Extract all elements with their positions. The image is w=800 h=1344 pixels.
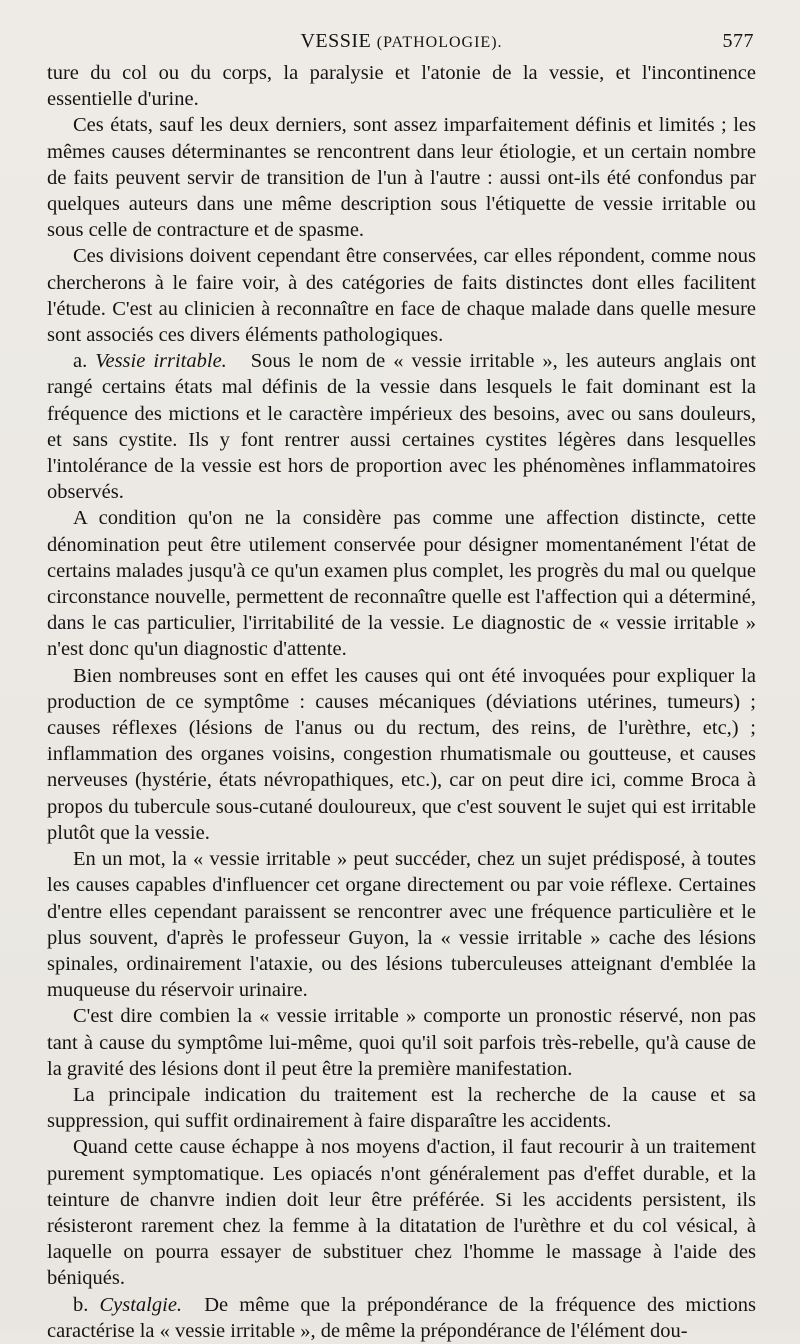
paragraph: La principale indication du traitement est la recherche de la cause et sa suppression, qui suffit ordinairement à faire disparaître les accidents.	[47, 1083, 756, 1133]
paragraph: Bien nombreuses sont en effet les causes qui ont été invoquées pour expliquer la production de ce symptôme : causes mécaniques (déviations utérines, tumeurs) ; causes réflexes (lésions de l'anus ou du rectum, des reins, de l'urèthre, etc,) ; inflammation des organes voisins, congestion rhumatismale ou goutteuse, et causes nerveuses (hystérie, états névropathiques, etc.), car on peut dire ici, comme Broca à propos du tubercule sous-cutané douloureux, que c'est souvent le sujet qui est irritable plutôt que la vessie.	[47, 664, 756, 844]
running-header	[47, 30, 756, 60]
section-b-marker: b.	[73, 1293, 89, 1316]
running-title-sub: (PATHOLOGIE).	[376, 34, 503, 51]
section-a-text: Sous le nom de « vessie irritable », les auteurs anglais ont rangé certains états mal définis de la vessie dans lesquels le fait dominant est la fréquence des mictions et le caractère impérieux des besoins, avec ou sans douleurs, et sans cystite. Ils y font rentrer aussi certaines cystites légères dans lesquelles l'intolérance de la vessie est hors de proportion avec les phénomènes inflammatoires observés.	[47, 350, 757, 504]
paragraph: En un mot, la « vessie irritable » peut succéder, chez un sujet prédisposé, à toutes les causes capables d'influencer cet organe directement ou par voie réflexe. Certaines d'entre elles cependant paraissent se rencontrer avec une fréquence particulière et le plus souvent, d'après le professeur Guyon, la « vessie irritable » cache des lésions spinales, ordinairement l'ataxie, ou des lésions tuberculeuses atteignant d'emblée la muqueuse du réservoir urinaire.	[47, 848, 756, 1002]
paragraph: C'est dire combien la « vessie irritable » comporte un pronostic réservé, non pas tant à cause du symptôme lui-même, quoi qu'il soit parfois très-rebelle, qu'à cause de la gravité des lésions dont il peut être la première manifestation.	[47, 1005, 756, 1080]
paragraph: Ces divisions doivent cependant être conservées, car elles répondent, comme nous chercherons à le faire voir, à des catégories de faits distinctes dont elles facilitent l'étude. C'est au clinicien à reconnaître en face de chaque malade dans quelle mesure sont associés ces divers éléments pathologiques.	[47, 245, 756, 347]
section-b-text: De même que la prépondérance de la fréquence des mictions caractérise la « vessie irritable », de même la prépondérance de l'élément dou-	[47, 1293, 757, 1342]
section-a-heading: Vessie irritable.	[95, 350, 227, 373]
running-title-main: VESSIE	[300, 30, 372, 52]
section-a-marker: a.	[73, 350, 88, 373]
body-text	[47, 60, 756, 1344]
page-number: 577	[722, 30, 754, 52]
paragraph: A condition qu'on ne la considère pas comme une affection distincte, cette dénomination peut être utilement conservée pour désigner momentanément l'état de certains malades jusqu'à ce qu'un examen plus complet, les progrès du mal ou quelque circonstance nouvelle, permettent de reconnaître quelle est l'affection qui a déterminé, dans le cas particulier, l'irritabilité de la vessie. Le diagnostic de « vessie irritable » n'est donc qu'un diagnostic d'attente.	[47, 507, 756, 661]
section-b-heading: Cystalgie.	[99, 1293, 183, 1316]
paragraph-continuation: ture du col ou du corps, la paralysie et l'atonie de la vessie, et l'incontinence essentielle d'urine.	[47, 62, 756, 111]
paragraph: Quand cette cause échappe à nos moyens d'action, il faut recourir à un traitement purement symptomatique. Les opiacés n'ont généralement pas d'effet durable, et la teinture de chanvre indien doit leur être préférée. Si les accidents persistent, ils résisteront rarement chez la femme à la ditatation de l'urèthre et du col vésical, à laquelle on pourra essayer de substituer chez l'homme le massage à l'aide des béniqués.	[47, 1136, 756, 1290]
running-title	[47, 30, 756, 53]
section-b-paragraph	[47, 1292, 756, 1344]
section-a-paragraph	[47, 348, 756, 505]
paragraph: Ces états, sauf les deux derniers, sont assez imparfaitement définis et limités ; les mêmes causes déterminantes se rencontrent dans leur étiologie, et un certain nombre de faits peuvent servir de transition de l'un à l'autre : aussi ont-ils été confondus par quelques auteurs dans une même description sous l'étiquette de vessie irritable ou sous celle de contracture et de spasme.	[47, 114, 756, 242]
